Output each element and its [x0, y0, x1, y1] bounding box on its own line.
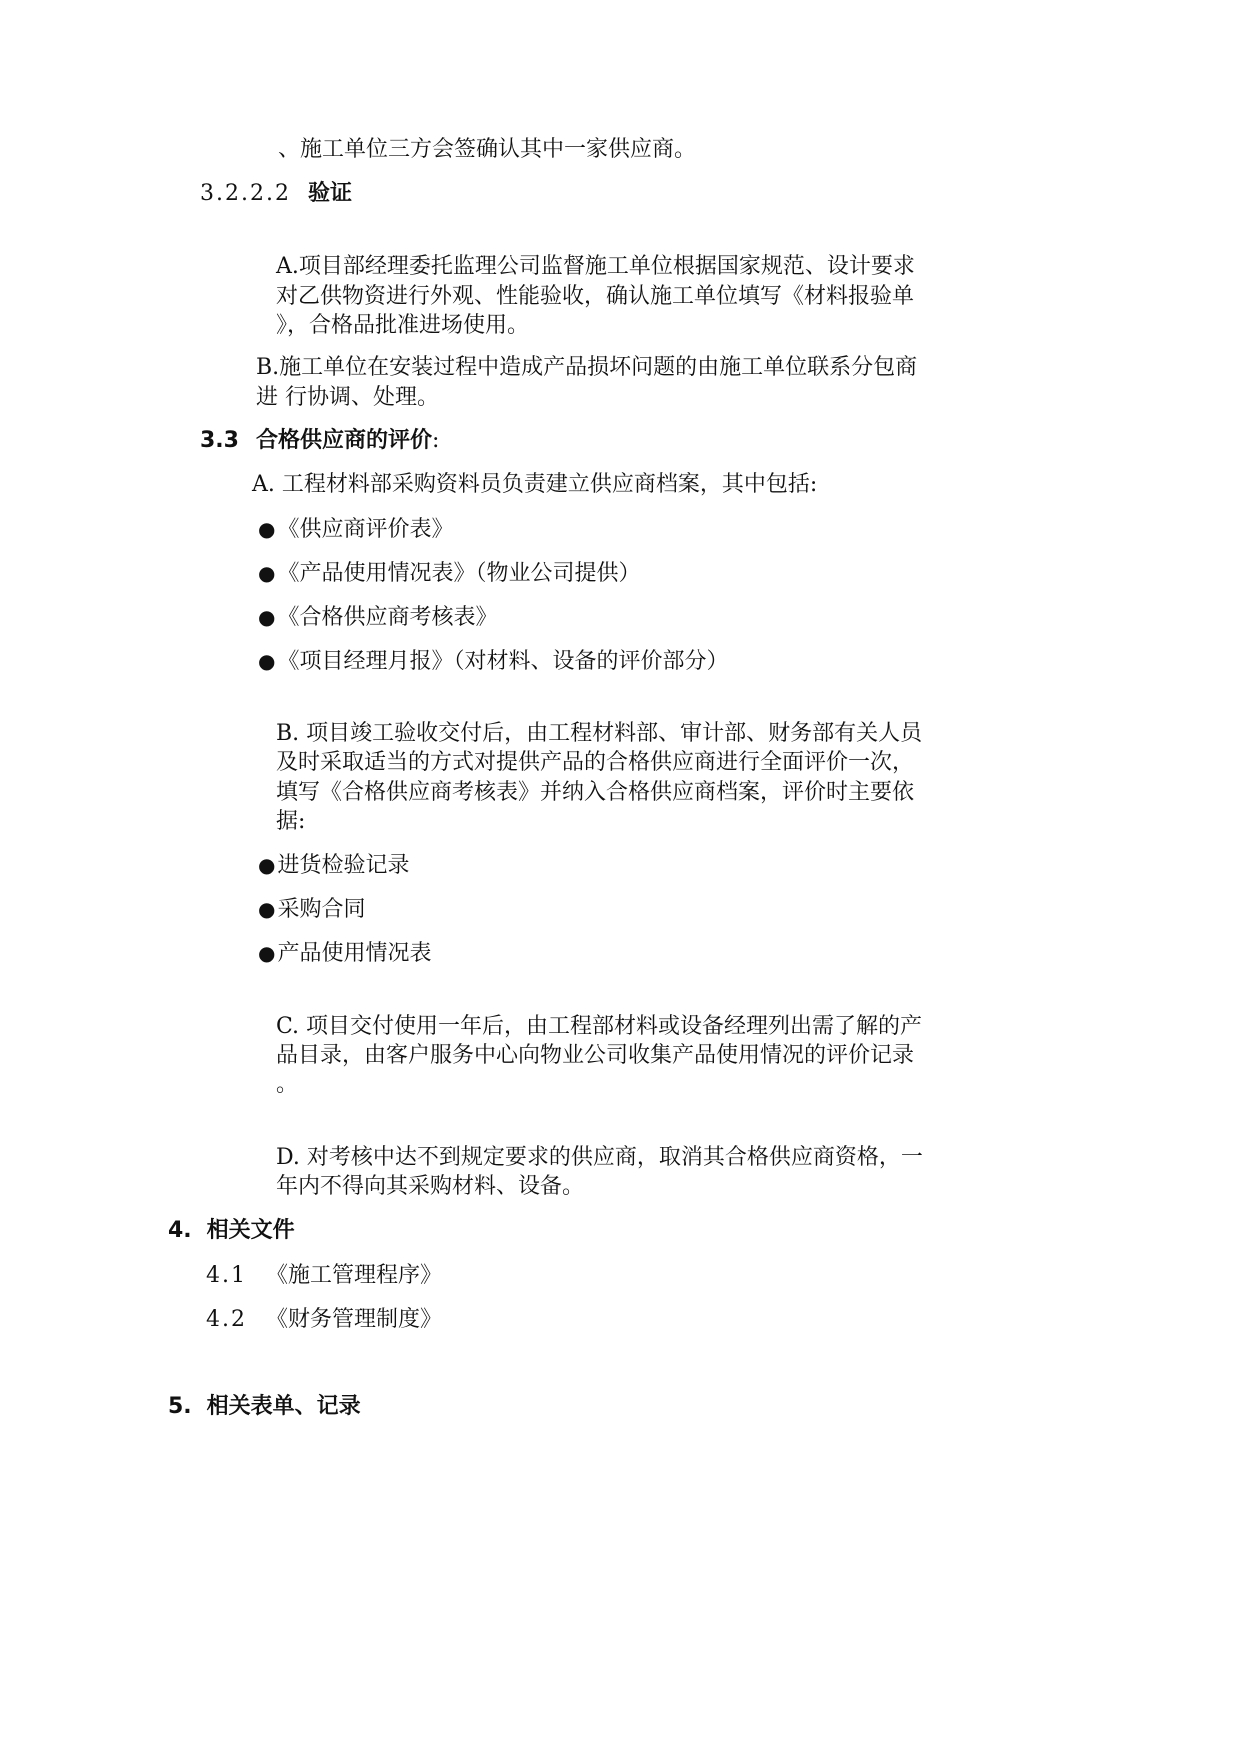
- list-item: [258, 892, 365, 927]
- paragraph-line: 及时采取适当的方式对提供产品的合格供应商进行全面评价一次，: [276, 750, 915, 775]
- list-item-text: 采购合同: [277, 897, 366, 922]
- paragraph-line: 填写《合格供应商考核表》并纳入合格供应商档案，评价时主要依: [276, 780, 915, 805]
- bullet-icon: ●: [258, 517, 276, 541]
- reference-title: 《施工管理程序》: [266, 1263, 443, 1288]
- paragraph-line: A. 工程材料部采购资料员负责建立供应商档案，其中包括:: [252, 472, 818, 497]
- reference-item: [206, 1259, 442, 1293]
- section-heading-4: [168, 1214, 295, 1248]
- paragraph-line: B. 项目竣工验收交付后，由工程材料部、审计部、财务部有关人员: [276, 721, 923, 746]
- list-item: [258, 848, 409, 883]
- paragraph-line: 对乙供物资进行外观、性能验收，确认施工单位填写《材料报验单: [276, 284, 915, 309]
- bullet-icon: ●: [258, 897, 276, 921]
- paragraph-line: C. 项目交付使用一年后，由工程部材料或设备经理列出需了解的产: [276, 1014, 923, 1039]
- section-title: 合格供应商的评价: [255, 428, 432, 453]
- paragraph-line: 年内不得向其采购材料、设备。: [276, 1174, 585, 1199]
- reference-number: 4.2: [206, 1307, 247, 1332]
- section-number: 4.: [168, 1218, 192, 1243]
- section-number: 3.2.2.2: [200, 181, 291, 206]
- section-title: 验证: [307, 181, 352, 206]
- list-item-text: 《合格供应商考核表》: [277, 605, 498, 630]
- bullet-icon: ●: [258, 649, 276, 673]
- list-item-text: 产品使用情况表: [277, 941, 432, 966]
- section-number: 5.: [168, 1394, 192, 1419]
- paragraph-continuation: 、施工单位三方会签确认其中一家供应商。: [278, 137, 697, 162]
- paragraph-line: B.施工单位在安装过程中造成产品损坏问题的由施工单位联系分包商: [256, 355, 918, 380]
- paragraph-line: 据:: [276, 809, 306, 834]
- list-item: [258, 936, 431, 971]
- paragraph-line: D. 对考核中达不到规定要求的供应商，取消其合格供应商资格，一: [276, 1145, 923, 1170]
- section-heading-3-2-2-2: [200, 177, 352, 211]
- reference-number: 4.1: [206, 1263, 247, 1288]
- section-number: 3.3: [200, 428, 239, 453]
- paragraph-line: 》，合格品批准进场使用。: [276, 313, 530, 338]
- list-item-text: 《产品使用情况表》（物业公司提供）: [277, 561, 641, 586]
- list-item-text: 《项目经理月报》（对材料、设备的评价部分）: [277, 649, 729, 674]
- paragraph-line: 进 行协调、处理。: [256, 385, 439, 410]
- bullet-icon: ●: [258, 853, 276, 877]
- reference-title: 《财务管理制度》: [266, 1307, 443, 1332]
- bullet-icon: ●: [258, 605, 276, 629]
- heading-colon: :: [432, 428, 440, 453]
- section-title: 相关表单、记录: [206, 1394, 361, 1419]
- reference-item: [206, 1303, 442, 1337]
- section-heading-3-3: [200, 424, 439, 458]
- list-item: [258, 600, 497, 635]
- list-item: [258, 644, 728, 679]
- paragraph-line: 。: [276, 1072, 299, 1097]
- list-item-text: 进货检验记录: [277, 853, 410, 878]
- paragraph-line: 品目录，由客户服务中心向物业公司收集产品使用情况的评价记录: [276, 1043, 915, 1068]
- bullet-icon: ●: [258, 941, 276, 965]
- section-heading-5: [168, 1390, 361, 1424]
- list-item: [258, 512, 453, 547]
- section-title: 相关文件: [206, 1218, 295, 1243]
- bullet-icon: ●: [258, 561, 276, 585]
- list-item-text: 《供应商评价表》: [277, 517, 454, 542]
- list-item: [258, 556, 640, 591]
- paragraph-line: A.项目部经理委托监理公司监督施工单位根据国家规范、设计要求: [276, 254, 915, 279]
